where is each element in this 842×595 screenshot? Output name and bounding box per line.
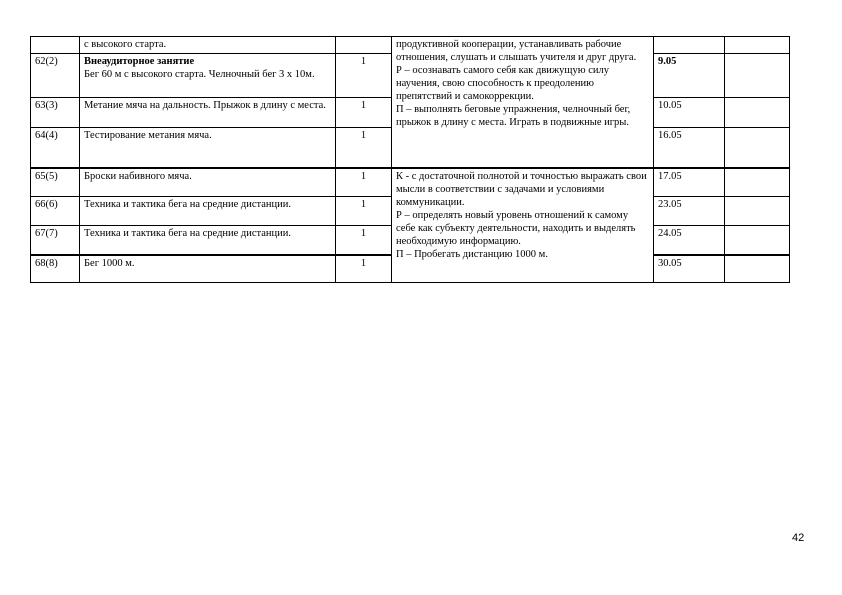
lesson-extra-cell xyxy=(725,226,790,255)
lesson-topic-cell xyxy=(80,197,336,226)
page-number: 42 xyxy=(792,532,805,544)
lesson-number-cell xyxy=(31,37,80,54)
lesson-topic-cell xyxy=(80,98,336,128)
lesson-topic-bold-text: Внеаудиторное занятие xyxy=(84,56,195,67)
lesson-topic-text: Техника и тактика бега на средние дистанции. xyxy=(84,199,292,210)
lesson-extra-cell xyxy=(725,255,790,283)
lesson-topic-text: Бег 60 м с высокого старта. Челночный бег 3 х 10м. xyxy=(84,69,315,80)
table-row xyxy=(31,168,790,197)
lesson-hours-cell: 1 xyxy=(336,128,392,168)
uud-cell-2: К - с достаточной полнотой и точностью выражать свои мысли в соответствии с задачами и условиями коммуникации. Р – определять новый уровень отношений к самому себе как субъекту деятельности, находить и выделять необходимую информацию. П – Пробегать дистанцию 1000 м. xyxy=(392,168,654,283)
lesson-extra-cell xyxy=(725,54,790,98)
lesson-extra-cell xyxy=(725,37,790,54)
lesson-topic-cell xyxy=(80,128,336,168)
lesson-plan-table xyxy=(30,36,790,283)
lesson-topic-cell xyxy=(80,37,336,54)
lesson-topic-cell xyxy=(80,255,336,283)
lesson-number-cell: 62(2) xyxy=(31,54,80,98)
lesson-date-cell: 24.05 xyxy=(654,226,725,255)
table-row xyxy=(31,37,790,54)
uud-cell-1: продуктивной кооперации, устанавливать рабочие отношения, слушать и слышать учителя и друг друга. Р – осознавать самого себя как движущую силу научения, свою способность к преодолению препятствий и самокоррекции. П – выполнять беговые упражнения, челночный бег, прыжок в длину с места. Играть в подвижные игры. xyxy=(392,37,654,168)
lesson-number-cell: 65(5) xyxy=(31,168,80,197)
lesson-date-cell: 9.05 xyxy=(654,54,725,98)
lesson-extra-cell xyxy=(725,128,790,168)
lesson-extra-cell xyxy=(725,98,790,128)
lesson-number-cell: 64(4) xyxy=(31,128,80,168)
lesson-topic-text: Техника и тактика бега на средние дистанции. xyxy=(84,228,292,239)
lesson-topic-text: Броски набивного мяча. xyxy=(84,170,192,182)
lesson-topic-cell xyxy=(80,168,336,197)
lesson-topic-text: Бег 1000 м. xyxy=(84,257,135,269)
lesson-date-cell xyxy=(654,37,725,54)
lesson-date-cell: 17.05 xyxy=(654,168,725,197)
lesson-topic-cell xyxy=(80,226,336,255)
lesson-topic-text: Тестирование метания мяча. xyxy=(84,130,212,141)
lesson-hours-cell: 1 xyxy=(336,197,392,226)
lesson-hours-cell: 1 xyxy=(336,226,392,255)
lesson-number-cell: 63(3) xyxy=(31,98,80,128)
lesson-number-cell: 68(8) xyxy=(31,255,80,283)
lesson-date-cell: 16.05 xyxy=(654,128,725,168)
lesson-hours-cell: 1 xyxy=(336,255,392,283)
lesson-hours-cell: 1 xyxy=(336,168,392,197)
lesson-date-cell: 23.05 xyxy=(654,197,725,226)
lesson-hours-cell: 1 xyxy=(336,98,392,128)
lesson-hours-cell: 1 xyxy=(336,54,392,98)
lesson-number-cell: 66(6) xyxy=(31,197,80,226)
lesson-topic-text: Метание мяча на дальность. Прыжок в длину с места. xyxy=(84,100,326,111)
lesson-extra-cell xyxy=(725,197,790,226)
lesson-hours-cell xyxy=(336,37,392,54)
lesson-extra-cell xyxy=(725,168,790,197)
lesson-number-cell: 67(7) xyxy=(31,226,80,255)
lesson-date-cell: 30.05 xyxy=(654,255,725,283)
lesson-topic-text: с высокого старта. xyxy=(84,39,167,50)
lesson-date-cell: 10.05 xyxy=(654,98,725,128)
lesson-topic-cell xyxy=(80,54,336,98)
